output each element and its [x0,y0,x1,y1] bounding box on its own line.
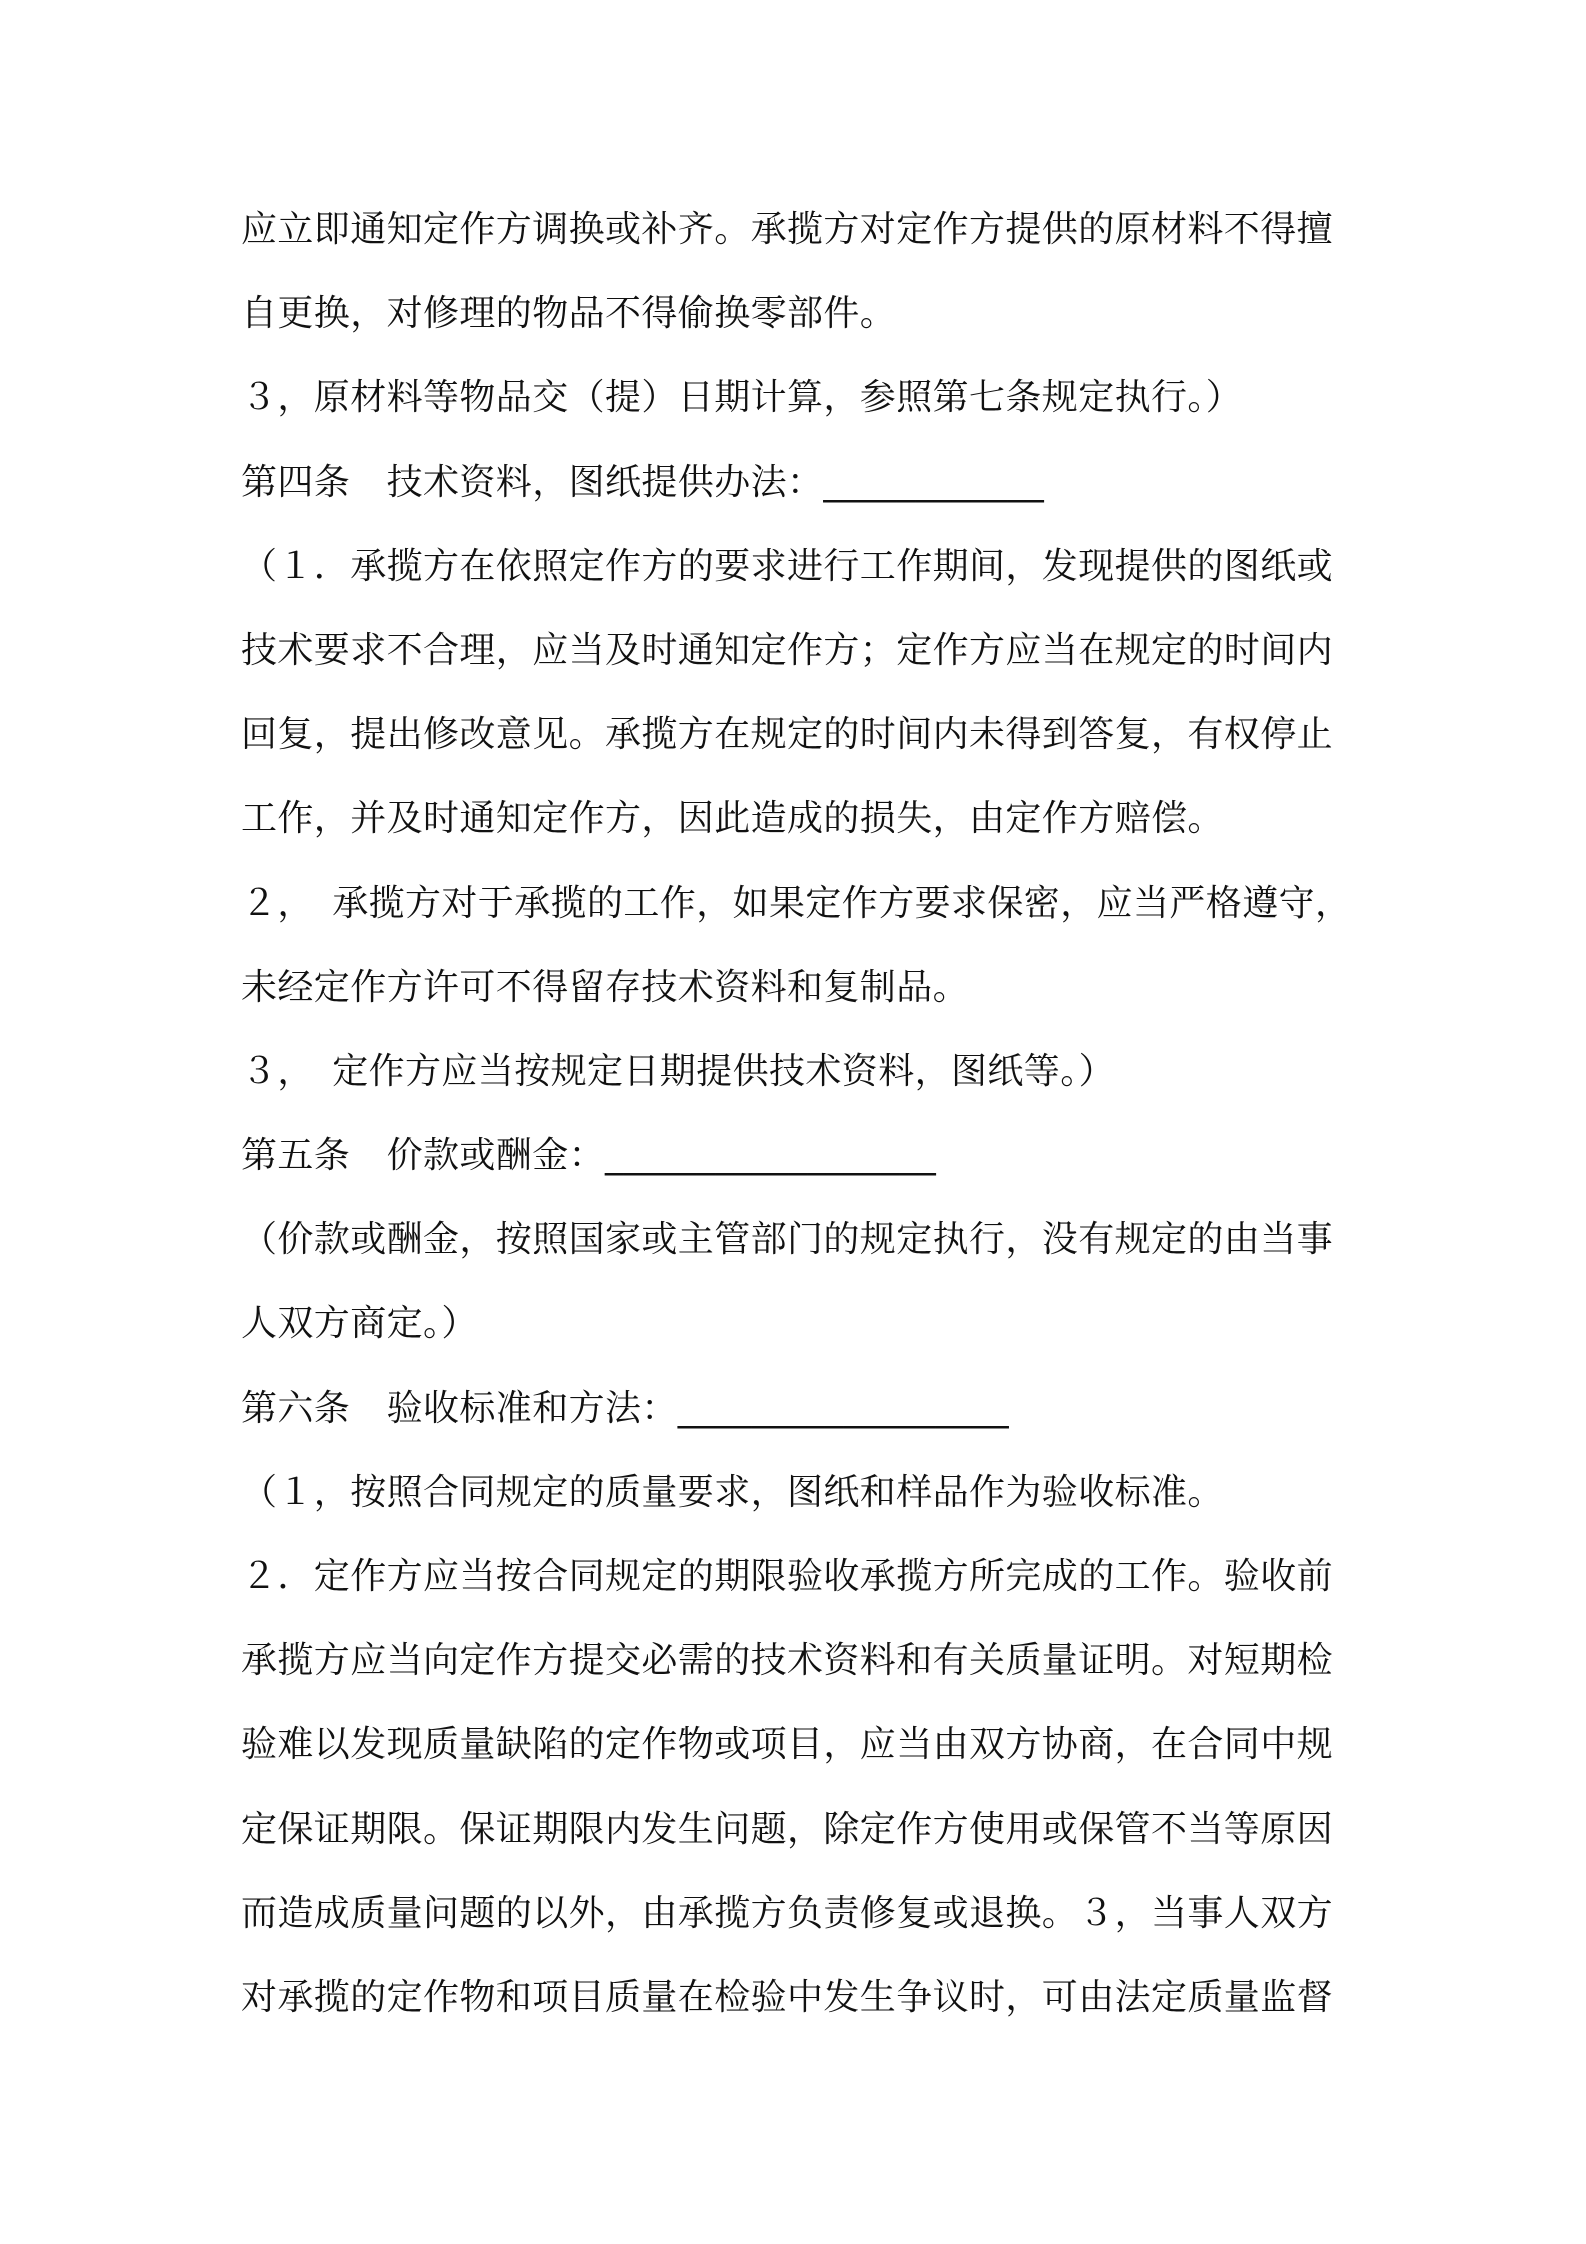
contract-text-body [241,188,1361,2040]
text-line: 承揽方应当向定作方提交必需的技术资料和有关质量证明。对短期检 [241,1640,1334,1682]
text-line: 回复，提出修改意见。承揽方在规定的时间内未得到答复，有权停止 [241,714,1334,756]
text-line: （１．承揽方在依照定作方的要求进行工作期间，发现提供的图纸或 [241,545,1334,587]
text-line: ２， 承揽方对于承揽的工作，如果定作方要求保密，应当严格遵守， [241,882,1352,924]
text-line: 人双方商定。） [241,1303,478,1345]
text-line: （１，按照合同规定的质量要求，图纸和样品作为验收标准。 [241,1471,1224,1513]
text-line: 未经定作方许可不得留存技术资料和复制品。 [241,966,970,1008]
article-4-heading: 第四条 技术资料，图纸提供办法：____________ [241,461,1045,503]
text-line: 自更换，对修理的物品不得偷换零部件。 [241,293,897,335]
text-line: 技术要求不合理，应当及时通知定作方；定作方应当在规定的时间内 [241,629,1334,671]
text-line: 而造成质量问题的以外，由承揽方负责修复或退换。３，当事人双方 [241,1892,1334,1934]
text-line: ３， 定作方应当按规定日期提供技术资料，图纸等。） [241,1050,1116,1092]
text-line: ２．定作方应当按合同规定的期限验收承揽方所完成的工作。验收前 [241,1556,1334,1597]
article-6-heading: 第六条 验收标准和方法：__________________ [241,1387,1009,1429]
article-5-heading: 第五条 价款或酬金：__________________ [241,1135,937,1177]
text-line: （价款或酬金，按照国家或主管部门的规定执行，没有规定的由当事 [241,1219,1334,1261]
text-line: 工作，并及时通知定作方，因此造成的损失，由定作方赔偿。 [241,798,1224,840]
text-line: 验难以发现质量缺陷的定作物或项目，应当由双方协商，在合同中规 [241,1724,1334,1766]
text-line: ３，原材料等物品交（提）日期计算，参照第七条规定执行。） [241,377,1243,419]
text-line: 应立即通知定作方调换或补齐。承揽方对定作方提供的原材料不得擅 [241,209,1334,250]
text-line: 定保证期限。保证期限内发生问题，除定作方使用或保管不当等原因 [241,1808,1334,1850]
text-line: 对承揽的定作物和项目质量在检验中发生争议时，可由法定质量监督 [241,1976,1334,2018]
